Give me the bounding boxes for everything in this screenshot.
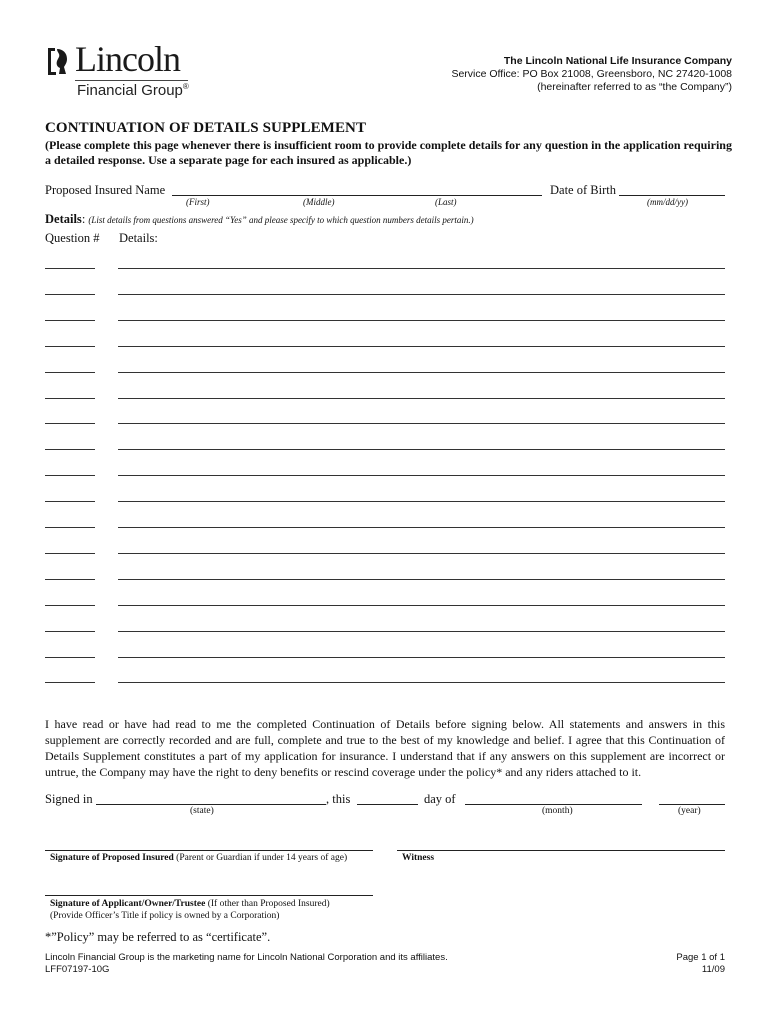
question-number-field[interactable]	[45, 631, 95, 632]
detail-line-field[interactable]	[118, 294, 725, 295]
footer-form-number: LFF07197-10G	[45, 964, 110, 975]
detail-line-field[interactable]	[118, 605, 725, 606]
detail-line-field[interactable]	[118, 553, 725, 554]
detail-line-field[interactable]	[118, 527, 725, 528]
policy-note: *”Policy” may be referred to as “certificate”.	[45, 930, 271, 944]
question-number-field[interactable]	[45, 320, 95, 321]
state-caption: (state)	[190, 806, 214, 816]
question-number-field[interactable]	[45, 682, 95, 683]
question-number-field[interactable]	[45, 657, 95, 658]
year-caption: (year)	[678, 806, 701, 816]
detail-line-field[interactable]	[118, 346, 725, 347]
detail-line-field[interactable]	[118, 398, 725, 399]
detail-line-field[interactable]	[118, 449, 725, 450]
logo-divider	[75, 80, 188, 81]
company-note: (hereinafter referred to as “the Company”)	[537, 81, 732, 93]
question-number-field[interactable]	[45, 449, 95, 450]
question-number-field[interactable]	[45, 553, 95, 554]
logo-subtitle: Financial Group®	[77, 82, 189, 99]
question-number-field[interactable]	[45, 346, 95, 347]
detail-line-field[interactable]	[118, 320, 725, 321]
question-number-field[interactable]	[45, 372, 95, 373]
question-number-field[interactable]	[45, 501, 95, 502]
middle-caption: (Middle)	[303, 197, 335, 207]
day-field[interactable]	[357, 804, 418, 805]
detail-line-field[interactable]	[118, 501, 725, 502]
signed-in-label: Signed in	[45, 792, 93, 806]
insured-signature-label: Signature of Proposed Insured (Parent or Guardian if under 14 years of age)	[50, 853, 348, 863]
dob-field[interactable]	[619, 195, 725, 196]
company-address: Service Office: PO Box 21008, Greensboro, NC 27420-1008	[451, 68, 732, 80]
detail-line-field[interactable]	[118, 423, 725, 424]
question-number-field[interactable]	[45, 398, 95, 399]
footer-page: Page 1 of 1	[676, 952, 725, 963]
month-field[interactable]	[465, 804, 642, 805]
insured-name-label: Proposed Insured Name	[45, 183, 166, 197]
lincoln-logo-icon	[45, 46, 71, 77]
details-header: Details:	[119, 231, 158, 245]
logo-wordmark: Lincoln	[75, 39, 180, 79]
first-caption: (First)	[186, 197, 210, 207]
state-field[interactable]	[96, 804, 326, 805]
question-number-header: Question #	[45, 231, 100, 245]
detail-line-field[interactable]	[118, 657, 725, 658]
question-number-field[interactable]	[45, 579, 95, 580]
dob-format-caption: (mm/dd/yy)	[647, 197, 688, 207]
question-number-field[interactable]	[45, 605, 95, 606]
question-number-field[interactable]	[45, 423, 95, 424]
applicant-signature-line[interactable]	[45, 895, 373, 896]
detail-line-field[interactable]	[118, 475, 725, 476]
form-title: CONTINUATION OF DETAILS SUPPLEMENT	[45, 120, 367, 136]
question-number-field[interactable]	[45, 268, 95, 269]
this-label: , this	[326, 792, 351, 806]
form-instructions: (Please complete this page whenever there is insufficient room to provide complete details for any question in the application requiring a detailed response. Use a separate page for each insured as applicable.)	[45, 138, 732, 167]
question-number-field[interactable]	[45, 294, 95, 295]
detail-line-field[interactable]	[118, 682, 725, 683]
detail-line-field[interactable]	[118, 372, 725, 373]
detail-line-field[interactable]	[118, 579, 725, 580]
last-caption: (Last)	[435, 197, 457, 207]
insured-signature-line[interactable]	[45, 850, 373, 851]
dob-label: Date of Birth	[550, 183, 616, 197]
details-heading: Details: (List details from questions answered “Yes” and please specify to which question numbers details pertain.)	[45, 212, 474, 226]
witness-signature-line[interactable]	[397, 850, 725, 851]
detail-line-field[interactable]	[118, 268, 725, 269]
footer-marketing: Lincoln Financial Group is the marketing name for Lincoln National Corporation and its affiliates.	[45, 952, 448, 963]
applicant-signature-label: Signature of Applicant/Owner/Trustee (If other than Proposed Insured)	[50, 899, 330, 909]
question-number-field[interactable]	[45, 475, 95, 476]
witness-label: Witness	[402, 853, 435, 863]
insured-name-field[interactable]	[172, 195, 542, 196]
day-of-label: day of	[424, 792, 456, 806]
applicant-officer-note: (Provide Officer’s Title if policy is owned by a Corporation)	[50, 911, 280, 921]
company-name: The Lincoln National Life Insurance Company	[503, 55, 732, 67]
question-number-field[interactable]	[45, 527, 95, 528]
year-field[interactable]	[659, 804, 725, 805]
footer-date: 11/09	[701, 964, 725, 975]
attestation-text: I have read or have had read to me the completed Continuation of Details before signing below. All statements and answers in this supplement are correctly recorded and are full, complete and true to the best of my knowledge and belief. I agree that this Continuation of Details Supplement constitutes a part of my application for insurance. I understand that if any answers on this supplement are incorrect or untrue, the Company may have the right to deny benefits or rescind coverage under the policy* and any riders attached to it.	[45, 717, 725, 779]
detail-line-field[interactable]	[118, 631, 725, 632]
month-caption: (month)	[542, 806, 573, 816]
